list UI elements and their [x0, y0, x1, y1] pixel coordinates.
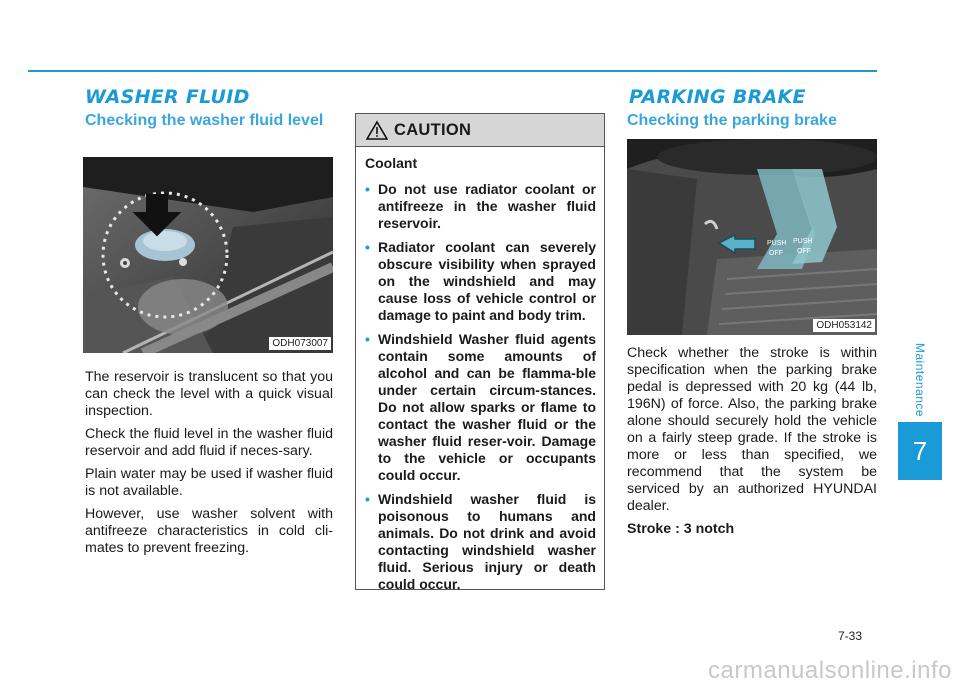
washer-body-text: [85, 369, 333, 563]
caution-box: [355, 113, 605, 590]
caution-lead: Coolant: [365, 155, 418, 171]
chapter-label: Maintenance: [913, 342, 927, 418]
parking-brake-photo: [627, 139, 877, 335]
subtitle-checking-washer-fluid: Checking the washer fluid level: [85, 112, 324, 129]
chapter-tab: 7: [898, 422, 942, 480]
caution-item: • Do not use radiator coolant or antifreeze in the washer fluid reservoir.: [365, 181, 596, 232]
watermark: carmanualsonline.info: [708, 657, 952, 684]
caution-item: • Windshield Washer fluid agents contain some amounts of alcohol and can be flamma-ble under certain circum-stances. Do not allow sparks or flame to contact the washer fluid or the washer fluid reser-voir. Damage to the vehicle or occupants could occur.: [365, 331, 596, 484]
caution-label: CAUTION: [394, 120, 472, 139]
pedal-label-push-2: PUSH: [793, 238, 813, 245]
washer-paragraph-1: The reservoir is translucent so that you can check the level with a quick visual inspection.: [85, 369, 333, 419]
image-code-washer: ODH073007: [269, 337, 331, 350]
image-code-parking: ODH053142: [813, 319, 875, 332]
section-title-parking-brake: PARKING BRAKE: [629, 86, 806, 108]
stroke-spec: Stroke : 3 notch: [627, 521, 735, 537]
caution-item: • Radiator coolant can severely obscure visibility when sprayed on the windshield and may cause loss of vehicle control or damage to paint and body trim.: [365, 239, 596, 324]
washer-reservoir-photo: [83, 157, 333, 353]
pedal-label-off-1: OFF: [769, 250, 783, 257]
washer-paragraph-3: Plain water may be used if washer fluid is not available.: [85, 466, 333, 499]
subtitle-checking-parking-brake: Checking the parking brake: [627, 112, 837, 129]
caution-item: • Windshield washer fluid is poisonous to humans and animals. Do not drink and avoid contacting windshield washer fluid. Serious injury or death could occur.: [365, 491, 596, 593]
top-rule: [28, 70, 877, 72]
page-number: 7-33: [838, 629, 863, 643]
parking-paragraph: Check whether the stroke is within specification when the parking brake pedal is depressed with 20 kg (44 lb, 196N) of force. Also, the parking brake alone should securely hold the vehicle on a fairly steep grade. If the stroke is more or less than specified, we recommend that the system be serviced by an authorized HYUNDAI dealer.: [627, 345, 877, 514]
washer-paragraph-4: However, use washer solvent with antifreeze characteristics in cold cli-mates to prevent freezing.: [85, 506, 333, 556]
washer-reservoir-illustration: [83, 157, 333, 353]
warning-triangle-icon: [366, 120, 388, 140]
caution-header: [356, 114, 604, 147]
parking-body-text: [627, 345, 877, 521]
pedal-label-push-1: PUSH: [767, 240, 787, 247]
caution-list: [365, 181, 596, 593]
washer-paragraph-2: Check the fluid level in the washer fluid reservoir and add fluid if neces-sary.: [85, 426, 333, 459]
caution-body: [356, 147, 604, 593]
parking-brake-illustration: [627, 139, 877, 335]
pedal-label-off-2: OFF: [797, 248, 811, 255]
section-title-washer-fluid: WASHER FLUID: [85, 86, 250, 108]
